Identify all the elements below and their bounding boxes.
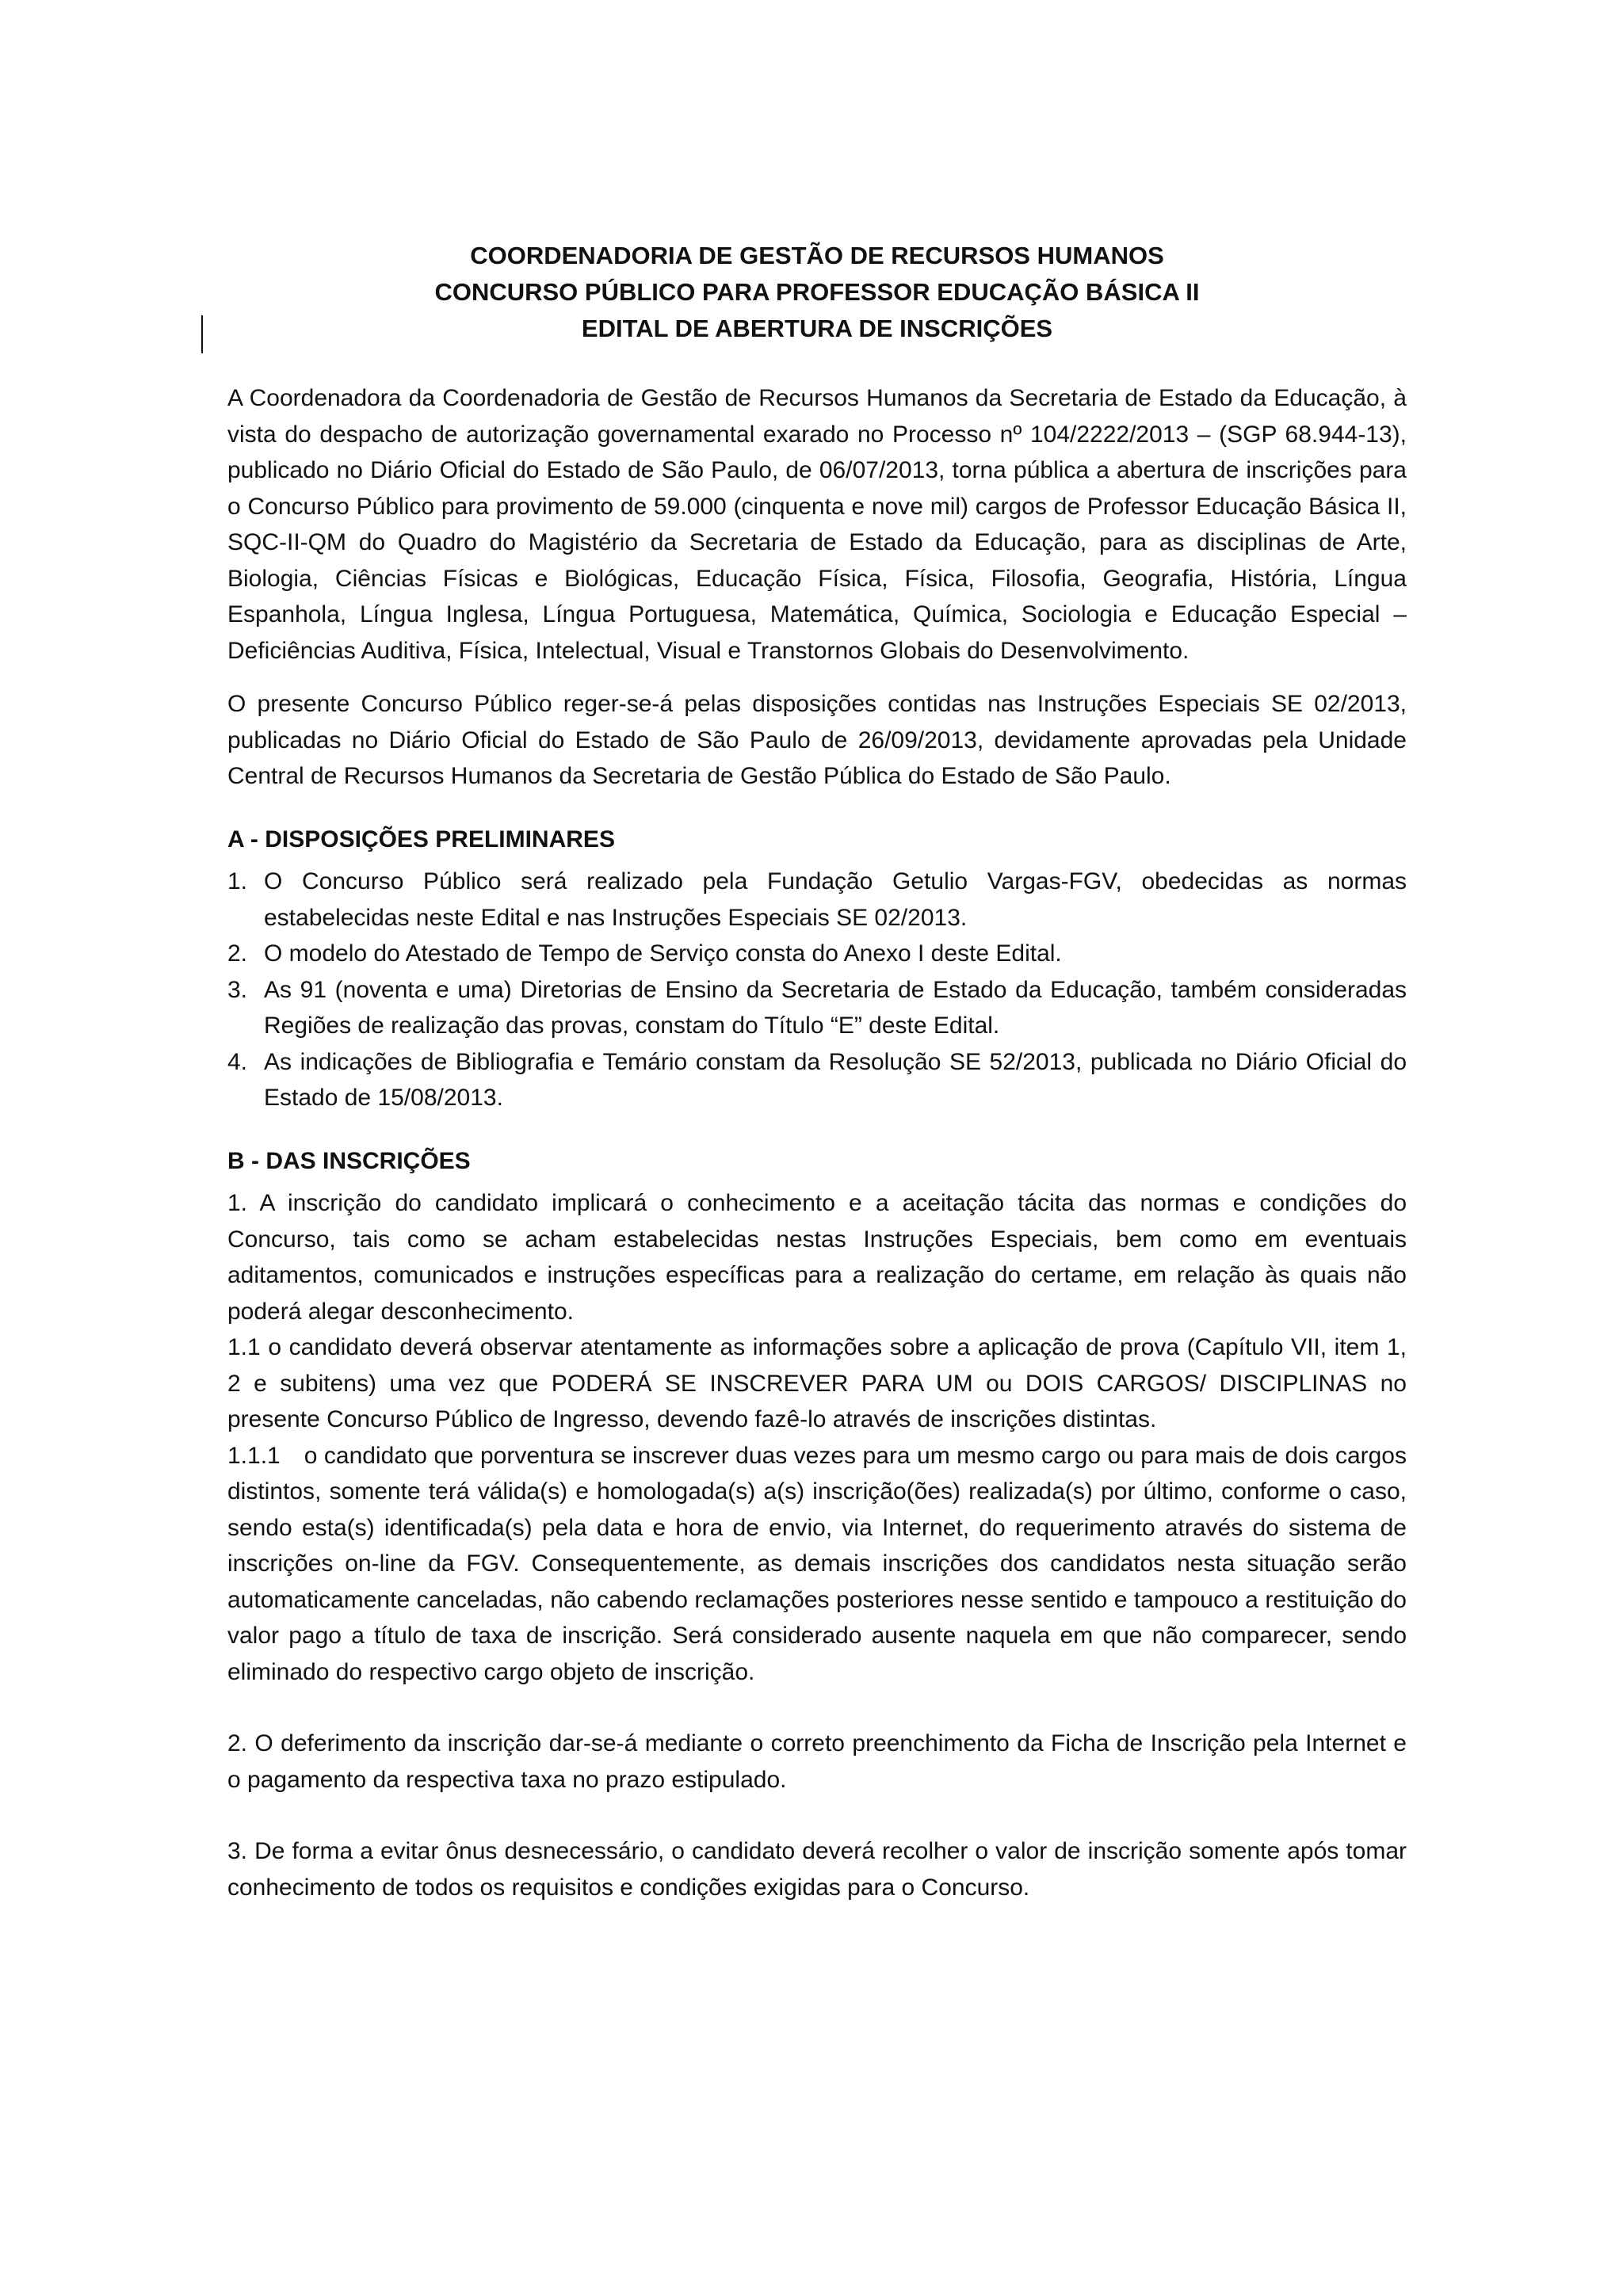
header-line-2: CONCURSO PÚBLICO PARA PROFESSOR EDUCAÇÃO BÁSICA II [434, 278, 1200, 306]
section-b-item-1-1: 1.1 o candidato deverá observar atentamente as informações sobre a aplicação de prova (Capítulo VII, item 1, 2 e subitens) uma vez que PODERÁ SE INSCREVER PARA UM ou DOIS CARGOS/ DISCIPLINAS no presente Concurso Público de Ingresso, devendo fazê-lo através de inscrições distintas. [227, 1334, 1407, 1432]
document-header [227, 238, 1407, 347]
section-b-item-1-1-1 [227, 1438, 1407, 1691]
list-item-text: As indicações de Bibliografia e Temário constam da Resolução SE 52/2013, publicada no Diário Oficial do Estado de 15/08/2013. [264, 1048, 1407, 1111]
list-item [227, 864, 1407, 936]
section-a-list [227, 864, 1407, 1116]
list-item [227, 936, 1407, 972]
header-line-1: COORDENADORIA DE GESTÃO DE RECURSOS HUMANOS [470, 242, 1164, 269]
section-b-item-3: 3. De forma a evitar ônus desnecessário, o candidato deverá recolher o valor de inscrição somente após tomar conhecimento de todos os requisitos e condições exigidas para o Concurso. [227, 1838, 1407, 1901]
section-b-item-1: 1. A inscrição do candidato implicará o conhecimento e a aceitação tácita das normas e condições do Concurso, tais como se acham estabelecidas nestas Instruções Especiais, bem como em eventuais aditamentos, comunicados e instruções específicas para a realização do certame, em relação às quais não poderá alegar desconhecimento. [227, 1190, 1407, 1325]
document-body [227, 238, 1407, 1905]
section-b-title: B - DAS INSCRIÇÕES [227, 1147, 471, 1174]
section-a-title: A - DISPOSIÇÕES PRELIMINARES [227, 826, 615, 852]
list-item-number: 2. [227, 940, 248, 967]
list-item-number: 1. [227, 868, 248, 894]
header-line-3: EDITAL DE ABERTURA DE INSCRIÇÕES [581, 315, 1053, 342]
list-item-number: 3. [227, 976, 248, 1003]
revision-mark [201, 315, 203, 353]
list-item-text: O modelo do Atestado de Tempo de Serviço consta do Anexo I deste Edital. [264, 940, 1062, 967]
list-item [227, 1044, 1407, 1116]
item-number: 1.1.1 [227, 1442, 281, 1469]
item-text: o candidato que porventura se inscrever duas vezes para um mesmo cargo ou para mais de dois cargos distintos, somente terá válida(s) e homologada(s) a(s) inscrição(ões) realizada(s) por último, conforme o caso, sendo esta(s) identificada(s) pela data e hora de envio, via Internet, do requerimento através do sistema de inscrições on-line da FGV. Consequentemente, as demais inscrições dos candidatos nesta situação serão automaticamente canceladas, não cabendo reclamações posteriores nesse sentido e tampouco a restituição do valor pago a título de taxa de inscrição. Será considerado ausente naquela em que não comparecer, sendo eliminado do respectivo cargo objeto de inscrição. [227, 1442, 1407, 1685]
list-item [227, 972, 1407, 1044]
list-item-text: O Concurso Público será realizado pela Fundação Getulio Vargas-FGV, obedecidas as normas estabelecidas neste Edital e nas Instruções Especiais SE 02/2013. [264, 868, 1407, 931]
intro-paragraph-1: A Coordenadora da Coordenadoria de Gestão de Recursos Humanos da Secretaria de Estado da Educação, à vista do despacho de autorização governamental exarado no Processo nº 104/2222/2013 – (SGP 68.944-13), publicado no Diário Oficial do Estado de São Paulo, de 06/07/2013, torna pública a abertura de inscrições para o Concurso Público para provimento de 59.000 (cinquenta e nove mil) cargos de Professor Educação Básica II, SQC-II-QM do Quadro do Magistério da Secretaria de Estado da Educação, para as disciplinas de Arte, Biologia, Ciências Físicas e Biológicas, Educação Física, Física, Filosofia, Geografia, História, Língua Espanhola, Língua Inglesa, Língua Portuguesa, Matemática, Química, Sociologia e Educação Especial – Deficiências Auditiva, Física, Intelectual, Visual e Transtornos Globais do Desenvolvimento. [227, 385, 1407, 664]
section-b-item-2: 2. O deferimento da inscrição dar-se-á mediante o correto preenchimento da Ficha de Inscrição pela Internet e o pagamento da respectiva taxa no prazo estipulado. [227, 1730, 1407, 1793]
list-item-text: As 91 (noventa e uma) Diretorias de Ensino da Secretaria de Estado da Educação, também consideradas Regiões de realização das provas, constam do Título “E” deste Edital. [264, 976, 1407, 1039]
list-item-number: 4. [227, 1048, 248, 1075]
intro-paragraph-2: O presente Concurso Público reger-se-á pelas disposições contidas nas Instruções Especiais SE 02/2013, publicadas no Diário Oficial do Estado de São Paulo de 26/09/2013, devidamente aprovadas pela Unidade Central de Recursos Humanos da Secretaria de Gestão Pública do Estado de São Paulo. [227, 691, 1407, 789]
